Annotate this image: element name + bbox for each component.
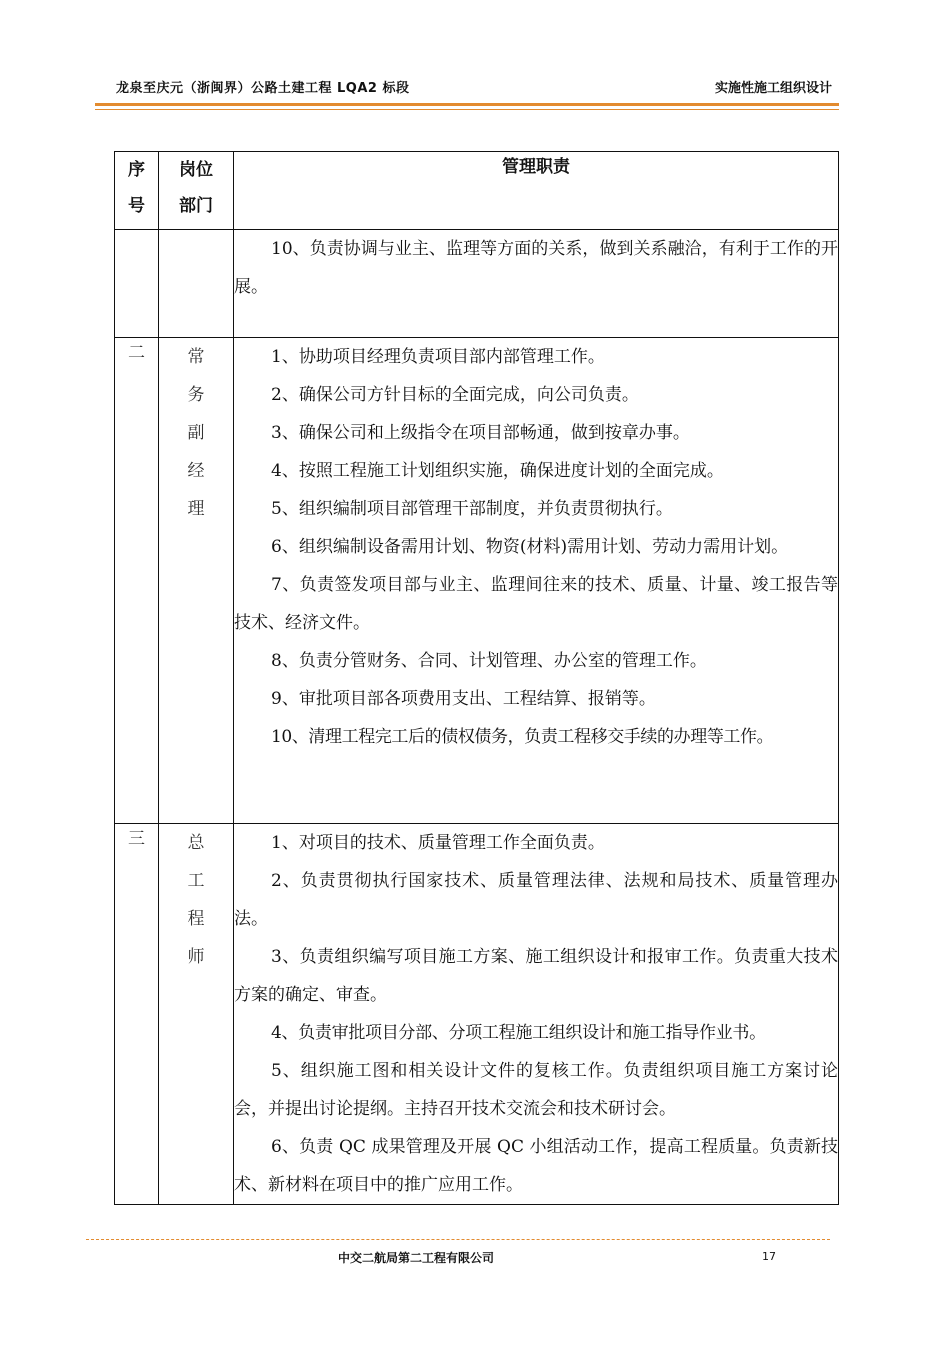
page-number: 17 [762,1250,776,1263]
duty-paragraph: 8、负责分管财务、合同、计划管理、办公室的管理工作。 [271,651,707,671]
row-2-dept-char-4: 经 [187,461,205,481]
header-rule-thick [95,103,839,106]
header-seq-char-1: 序 [128,160,145,180]
header-dept-line-2: 部门 [179,196,213,216]
footer-divider [86,1239,830,1240]
duty-table [114,151,839,1205]
header-duty: 管理职责 [234,152,839,230]
row-2-dept-char-5: 理 [187,499,205,519]
header-dept [159,152,234,230]
table-row [115,824,839,1205]
header-project-title: 龙泉至庆元（浙闽界）公路土建工程 LQA2 标段 [116,81,410,96]
duty-paragraph: 7、负责签发项目部与业主、监理间往来的技术、质量、计量、竣工报告等技术、经济文件。 [234,575,838,633]
duty-paragraph: 2、负责贯彻执行国家技术、质量管理法律、法规和局技术、质量管理办法。 [234,871,838,929]
header-dept-line-1: 岗位 [179,160,213,180]
header-seq-char-2: 号 [128,196,145,216]
duty-paragraph: 3、负责组织编写项目施工方案、施工组织设计和报审工作。负责重大技术方案的确定、审查。 [234,947,838,1005]
row-2-seq: 二 [115,338,159,824]
row-2-dept-char-3: 副 [187,423,205,443]
duty-paragraph: 4、负责审批项目分部、分项工程施工组织设计和施工指导作业书。 [271,1023,766,1043]
row-1-seq [115,230,159,338]
row-1-dept [159,230,234,338]
table-header-row [115,152,839,230]
row-2-dept-char-2: 务 [187,385,205,405]
row-3-seq: 三 [115,824,159,1205]
table-row [115,338,839,824]
row-3-dept-char-3: 程 [187,909,205,929]
duty-paragraph: 2、确保公司方针目标的全面完成，向公司负责。 [271,385,639,405]
duty-paragraph: 5、组织施工图和相关设计文件的复核工作。负责组织项目施工方案讨论会，并提出讨论提纲。主持召开技术交流会和技术研讨会。 [234,1061,838,1119]
duty-paragraph: 3、确保公司和上级指令在项目部畅通，做到按章办事。 [271,423,690,443]
header-seq [115,152,159,230]
row-2-dept-char-1: 常 [187,347,205,367]
row-3-dept-char-2: 工 [187,871,205,891]
row-3-dept-char-1: 总 [187,833,205,853]
duty-paragraph: 9、审批项目部各项费用支出、工程结算、报销等。 [271,689,656,709]
header-rule-thin [95,109,839,110]
duty-paragraph: 6、组织编制设备需用计划、物资(材料)需用计划、劳动力需用计划。 [271,537,789,557]
row-3-duties [234,824,839,1205]
row-2-dept [159,338,234,824]
footer-company: 中交二航局第二工程有限公司 [338,1251,495,1265]
row-3-dept [159,824,234,1205]
duty-paragraph: 6、负责 QC 成果管理及开展 QC 小组活动工作，提高工程质量。负责新技术、新材料在项目中的推广应用工作。 [234,1137,838,1195]
row-1-duties [234,230,839,338]
duty-paragraph: 1、对项目的技术、质量管理工作全面负责。 [271,833,605,853]
duty-paragraph: 10、负责协调与业主、监理等方面的关系，做到关系融洽，有利于工作的开展。 [234,239,838,297]
row-3-dept-char-4: 师 [187,947,205,967]
duty-paragraph: 4、按照工程施工计划组织实施，确保进度计划的全面完成。 [271,461,724,481]
duty-paragraph: 10、清理工程完工后的债权债务，负责工程移交手续的办理等工作。 [271,727,774,747]
table-row [115,230,839,338]
duty-paragraph: 5、组织编制项目部管理干部制度，并负责贯彻执行。 [271,499,673,519]
header-document-title: 实施性施工组织设计 [714,81,832,96]
duty-paragraph: 1、协助项目经理负责项目部内部管理工作。 [271,347,605,367]
row-2-duties [234,338,839,824]
